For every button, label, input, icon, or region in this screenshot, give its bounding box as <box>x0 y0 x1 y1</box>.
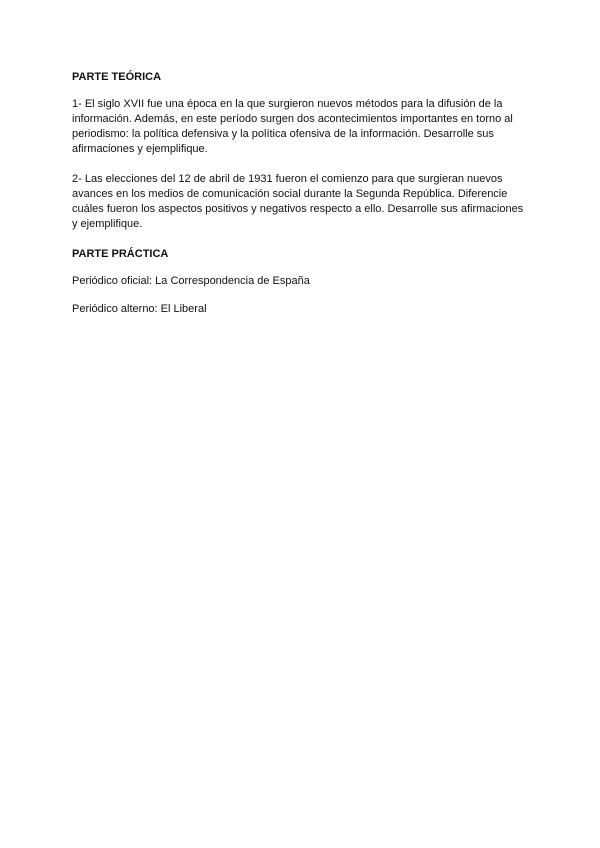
question-2: 2- Las elecciones del 12 de abril de 1931 fueron el comienzo para que surgieran nuevos avances en los medios de comunicación social durante la Segunda República. Diferencie cuáles fueron los aspectos positivos y negativos respecto a ello. Desarrolle sus afirmaciones y ejemplifique. <box>72 173 524 230</box>
periodico-alterno: Periódico alterno: El Liberal <box>72 303 207 315</box>
document-page <box>72 70 530 330</box>
question-1: 1- El siglo XVII fue una época en la que surgieron nuevos métodos para la difusión de la información. Además, en este período surgen dos acontecimientos importantes en torno al periodismo: la política defensiva y la política ofensiva de la información. Desarrolle sus afirmaciones y ejemplifique. <box>72 98 513 155</box>
section-heading-practica: PARTE PRÁCTICA <box>72 248 169 260</box>
section-heading-teorica: PARTE TEÓRICA <box>72 71 162 83</box>
periodico-oficial: Periódico oficial: La Correspondencia de España <box>72 275 310 287</box>
